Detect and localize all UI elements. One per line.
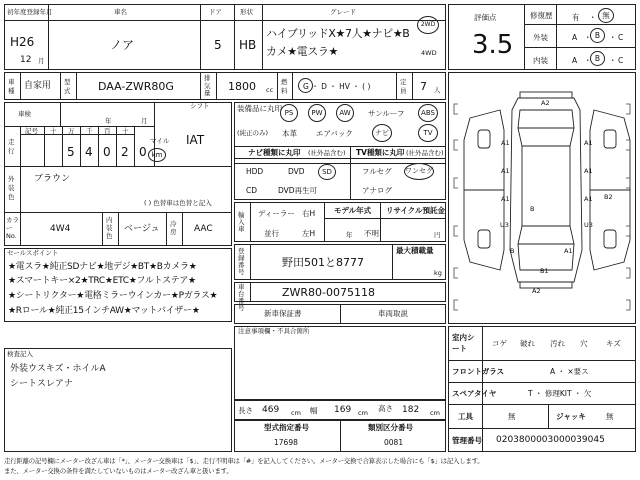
- inspector-notes-label: 検査記入: [7, 350, 33, 358]
- damage-label: B: [530, 205, 535, 213]
- exterior-color-label: 外装色: [8, 175, 15, 201]
- interior-grade-dot: ・: [584, 56, 592, 65]
- model-year-value: 不明: [364, 229, 379, 238]
- mileage-digit-label: 百: [104, 127, 111, 135]
- drive-4wd: 4WD: [421, 49, 437, 57]
- spare-label: スペアタイヤ: [452, 389, 497, 398]
- navi-dvd: DVD: [288, 167, 305, 176]
- score-value: 3.5: [472, 30, 514, 60]
- height-unit: cm: [430, 409, 440, 417]
- interior-grade-dot: ・: [609, 56, 617, 65]
- glass-label: フロントガラス: [452, 367, 505, 376]
- model-value: DAA-ZWR80G: [98, 80, 174, 93]
- vehicle-label: 車種: [8, 78, 15, 95]
- door-label: ドア: [209, 8, 222, 16]
- length-value: 469: [262, 405, 280, 415]
- mileage-digit: 5: [67, 145, 75, 159]
- navi-sd: SD: [318, 164, 336, 180]
- month-suffix: 月: [38, 57, 45, 65]
- height-value: 182: [402, 405, 420, 415]
- sales-points-label: セールスポイント: [7, 249, 59, 257]
- equip-navi: ナビ: [372, 124, 392, 142]
- exterior-color-note: ( ) 色替車は色替と記入: [144, 199, 212, 207]
- tv-fullseg: フルセグ: [362, 167, 392, 176]
- import-parallel: 並行: [264, 229, 279, 238]
- exterior-grade-dot: ・: [609, 33, 617, 42]
- damage-label: B2: [604, 193, 613, 201]
- jack-value: 無: [606, 412, 614, 421]
- color-no: 4W4: [50, 224, 71, 234]
- mileage-digit: 4: [85, 145, 93, 159]
- class-value: 0081: [384, 438, 404, 447]
- tv-label: TV種類に丸印: [356, 148, 405, 157]
- shift-label: シフト: [190, 102, 210, 110]
- vehicle-value: 自家用: [24, 81, 52, 91]
- capacity-label: 定員: [400, 78, 407, 95]
- color-no-label: カラーNo.: [6, 216, 19, 240]
- equip-ps: PS: [280, 104, 298, 122]
- equipment-label: 装備品に丸印: [237, 104, 282, 113]
- max-load-unit: kg: [434, 269, 442, 277]
- warning-label: 注意事項欄・不具合箇所: [238, 327, 310, 335]
- model-year-unit: 年: [346, 231, 353, 239]
- type-label: 型式指定番号: [264, 423, 309, 432]
- inspection-year-unit: 年: [105, 117, 112, 125]
- mileage-mark-label: 記号: [25, 127, 38, 135]
- mileage-digit-label: 十: [50, 127, 57, 135]
- damage-label: A1: [584, 195, 593, 203]
- equip-aw: AW: [336, 104, 354, 122]
- glass-value: A ・ ×要ス: [550, 367, 589, 376]
- exterior-grade-dot: ・: [584, 33, 592, 42]
- shift-value: IAT: [186, 133, 205, 147]
- manual-label: 車両取説: [378, 309, 408, 318]
- grade-label: グレード: [330, 8, 356, 16]
- jack-label: ジャッキ: [556, 412, 586, 421]
- width-label: 幅: [310, 406, 318, 415]
- footer-line1: 走行距離の記号欄にメーター改ざん車は「*」、メーター交換車は「$」、走行不明車は「#」を記入してください。メーター交換で合算表示した場合にも「$」は記入します。: [4, 457, 484, 465]
- interior-grade-c: C: [618, 56, 624, 65]
- height-label: 高さ: [378, 404, 393, 413]
- mgmt-value: 0203800003000039045: [496, 435, 605, 445]
- damage-label: B: [510, 247, 515, 255]
- width-value: 169: [334, 405, 352, 415]
- equip-airbag: エアバック: [316, 129, 353, 138]
- chassis-value: ZWR80-0075118: [282, 286, 376, 299]
- reg-number-label: 登録番号: [238, 247, 245, 276]
- doors: 5: [214, 38, 222, 52]
- shape: HB: [239, 38, 257, 52]
- equip-leather: 本革: [282, 129, 297, 138]
- mile-label: マイル: [150, 137, 170, 145]
- tv-oneseg: ワンセグ: [404, 163, 434, 180]
- length-label: 長さ: [238, 406, 253, 415]
- seat-item: 穴: [580, 339, 588, 348]
- navi-cd: CD: [246, 186, 258, 195]
- reg-era: H26: [10, 35, 35, 49]
- sales-point-line: ★Rロール★純正15インチAW★マットバイザー★: [8, 306, 200, 316]
- equip-abs: ABS: [418, 104, 438, 122]
- model-label: 型式: [64, 78, 71, 95]
- mileage-digit-label: 万: [68, 127, 75, 135]
- navi-dvd-play: DVD再生可: [278, 186, 318, 195]
- fuel-options: G ・ D ・ HV ・ ( ): [303, 82, 371, 91]
- width-unit: cm: [358, 409, 368, 417]
- import-dealer: ディーラー: [258, 209, 295, 218]
- damage-label: A1: [564, 247, 573, 255]
- damage-label: A2: [532, 287, 541, 295]
- km-circle: km: [148, 148, 166, 162]
- type-value: 17698: [274, 438, 298, 447]
- damage-label: U3: [584, 221, 593, 229]
- seat-item: コゲ: [492, 339, 507, 348]
- class-label: 類別区分番号: [368, 423, 413, 432]
- exterior-color-value: ブラウン: [34, 174, 71, 184]
- mileage-digit: 0: [139, 145, 147, 159]
- score-label: 評価点: [474, 13, 497, 22]
- reg-month: 12: [20, 55, 32, 65]
- damage-label: B1: [540, 267, 549, 275]
- equip-pw: PW: [308, 104, 326, 122]
- mileage-digit: 2: [121, 145, 129, 159]
- reg-year-label: 初年度登録年月: [7, 8, 53, 16]
- exterior-grade-c: C: [618, 33, 624, 42]
- seat-item: キズ: [606, 339, 621, 348]
- repair-no: 無: [598, 8, 614, 23]
- seat-label: 室内シート: [452, 333, 475, 353]
- tools-label: 工具: [458, 412, 473, 421]
- inspector-note-line: 外装ウスキズ・ホイルA: [10, 364, 106, 374]
- damage-label: A1: [584, 167, 593, 175]
- interior-color-label: 内装色: [106, 216, 113, 240]
- exterior-grade-a: A: [572, 33, 578, 42]
- length-unit: cm: [291, 409, 301, 417]
- navi-hdd: HDD: [246, 167, 264, 176]
- shape-label: 形状: [240, 8, 253, 16]
- exterior-grade-b: B: [590, 28, 605, 43]
- displacement-value: 1800: [228, 80, 256, 93]
- equip-sunroof: サンルーフ: [368, 109, 405, 118]
- navi-sub: (社外品含む): [308, 149, 346, 157]
- mileage-digit: 0: [103, 145, 111, 159]
- fuel-label: 燃料: [281, 78, 288, 95]
- sales-point-line: ★スマートキー×2★TRC★ETC★フルトステア★: [8, 276, 196, 286]
- equip-tv: TV: [418, 124, 438, 142]
- model-year-label: モデル年式: [334, 206, 372, 215]
- tools-value: 無: [508, 412, 516, 421]
- capacity-value: 7: [420, 80, 427, 93]
- interior-color-value: ベージュ: [124, 224, 160, 234]
- footer-line2: また、メーター交換の条件を満たしていないものはメーター改ざん車と扱います。: [4, 467, 233, 475]
- interior-grade-b: B: [590, 51, 605, 66]
- recycle-label: リサイクル預託金: [386, 206, 445, 215]
- drive-2wd-circle: 2WD: [417, 16, 439, 34]
- exterior-grade-label: 外装: [533, 33, 548, 42]
- damage-label: A2: [541, 99, 550, 107]
- navi-label: ナビ種類に丸印: [248, 148, 301, 157]
- repair-dot: ・: [589, 13, 597, 22]
- ac-label: 冷房: [170, 220, 177, 236]
- import-left-hand: 左H: [302, 229, 316, 238]
- damage-label: A1: [501, 167, 510, 175]
- spare-value: T ・ 修理KIT ・ 欠: [528, 389, 592, 398]
- damage-label: U3: [500, 221, 509, 229]
- recycle-value: 円: [434, 231, 441, 239]
- grade-line2: カメ★電スラ★: [266, 45, 338, 58]
- mileage-digit-label: 十: [122, 127, 129, 135]
- car-name: ノア: [110, 38, 135, 52]
- seat-item: 破れ: [520, 339, 535, 348]
- equipment-sublabel: (純正のみ): [237, 129, 269, 137]
- inspection-month-unit: 月: [141, 117, 148, 125]
- car-name-label: 車名: [114, 8, 127, 16]
- chassis-label: 車台番号: [238, 283, 245, 312]
- import-label: 輸入車: [238, 211, 245, 233]
- sales-point-line: ★電スラ★純正SDナビ★地デジ★BT★Bカメラ★: [8, 262, 197, 272]
- tv-sub: (社外品含む): [406, 149, 444, 157]
- max-load-label: 最大積載量: [396, 246, 434, 255]
- reg-number-value: 野田501と8777: [282, 256, 364, 269]
- inspection-label: 車検: [18, 110, 31, 118]
- repair-label: 修復歴: [530, 11, 553, 20]
- interior-grade-a: A: [572, 56, 578, 65]
- tv-analog: アナログ: [362, 186, 392, 195]
- mileage-label: 走行: [8, 138, 15, 155]
- inspector-note-line: シートスレアナ: [10, 379, 73, 389]
- interior-grade-label: 内装: [533, 56, 548, 65]
- displacement-label: 排気量: [204, 74, 211, 97]
- ac-value: AAC: [194, 224, 213, 234]
- import-right-hand: 右H: [302, 209, 316, 218]
- grade-line1: ハイブリッドX★7人★ナビ★B: [266, 27, 410, 40]
- warranty-label: 新車保証書: [264, 309, 302, 318]
- damage-label: A1: [584, 139, 593, 147]
- mgmt-label: 管理番号: [452, 436, 482, 445]
- mileage-digit-label: 千: [86, 127, 93, 135]
- seat-item: 汚れ: [550, 339, 565, 348]
- sales-point-line: ★シートリクター★電格ミラーウインカー★Pガラス★: [8, 291, 218, 301]
- damage-label: A1: [501, 139, 510, 147]
- repair-yes: 有: [572, 13, 580, 22]
- displacement-unit: cc: [266, 86, 274, 94]
- damage-label: A1: [501, 195, 510, 203]
- capacity-unit: 人: [434, 86, 441, 94]
